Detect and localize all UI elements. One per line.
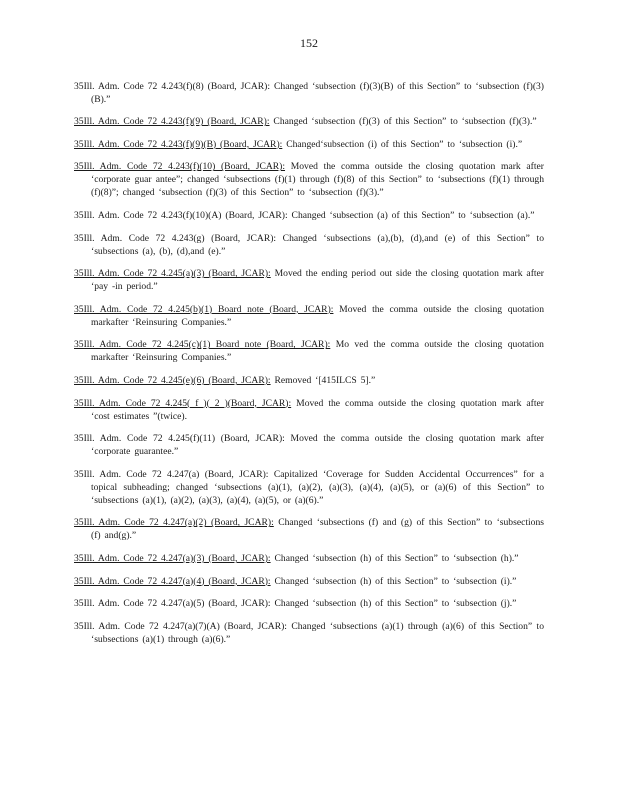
entry-text: Changed ‘subsection (f)(3)(B) of this Section” to ‘subsection (f)(3)(B).” <box>91 80 544 105</box>
entry-citation: 35Ill. Adm. Code 72 4.245( f )( 2 )(Board, JCAR): <box>74 397 292 409</box>
entry-citation: 35Ill. Adm. Code 72 4.245(c)(1) Board note (Board, JCAR): <box>74 339 331 351</box>
entry-text: Changed ‘subsection (f)(3) of this Section” to ‘subsection (f)(3).” <box>269 116 537 128</box>
entry-text: Changed‘subsection (i) of this Section” to ‘subsection (i).” <box>282 138 523 150</box>
entry-citation: 35Ill. Adm. Code 72 4.243(f)(8) (Board, JCAR): <box>74 80 271 92</box>
entry-citation: 35Ill. Adm. Code 72 4.245(a)(3) (Board, JCAR): <box>74 268 271 280</box>
entry-text: Removed ‘[415ILCS 5].” <box>270 374 376 386</box>
entry-text: (Board, JCAR): Changed ‘subsections (a)(1) through (a)(6) of this Section” to ‘subsections (a)(1) through (a)(6).” <box>91 620 544 645</box>
errata-entry <box>74 138 544 151</box>
entry-text: (Board, JCAR): Changed ‘subsection (a) of this Section” to ‘subsection (a).” <box>221 209 535 221</box>
entry-citation: 35Ill. Adm. Code 72 4.247(a)(5) (Board, JCAR): <box>74 598 271 610</box>
errata-entry <box>74 516 544 542</box>
errata-entry <box>74 597 544 610</box>
entry-text: Moved the comma outside the closing quotation mark after ‘cost estimates ”(twice). <box>91 397 544 422</box>
errata-entry <box>74 432 544 458</box>
entry-text: Changed ‘subsection (h) of this Section” to ‘subsection (j).” <box>270 598 517 610</box>
entry-text: Mo ved the comma outside the closing quotation markafter ‘Reinsuring Companies.” <box>91 339 544 364</box>
entry-citation: 35Ill. Adm. Code 72 4.247(a)(3) (Board, JCAR): <box>74 552 271 564</box>
page-number: 152 <box>300 36 318 50</box>
entry-citation: 35Ill. Adm. Code 72 4.247(a)(4) (Board, JCAR): <box>74 575 271 587</box>
errata-entry <box>74 115 544 128</box>
errata-list <box>74 70 544 654</box>
entry-text: Moved the ending period out side the closing quotation mark after ‘pay -in period.” <box>91 268 545 293</box>
entry-citation: 35Ill. Adm. Code 72 4.243(f)(9)(B) (Board, JCAR): <box>74 138 283 150</box>
entry-text: Changed ‘subsection (h) of this Section” to ‘subsection (h).” <box>270 552 519 564</box>
entry-citation: 35Ill. Adm. Code 72 4.245(b)(1) Board note (Board, JCAR): <box>74 303 334 315</box>
entry-citation: 35Ill. Adm. Code 72 4.247(a) (Board, JCAR): <box>74 468 269 480</box>
entry-text: Changed ‘subsections (f) and (g) of this Section” to ‘subsections (f) and(g).” <box>91 517 545 542</box>
errata-entry <box>74 552 544 565</box>
entry-text: Moved the comma outside the closing quotation mark after ‘corporate guarantee.” <box>91 433 544 458</box>
entry-citation: 35Ill. Adm. Code 72 4.247(a)(2) (Board, JCAR): <box>74 517 274 529</box>
entry-citation: 35Ill. Adm. Code 72 4.243(f)(10)(A) <box>74 209 222 221</box>
errata-entry <box>74 160 544 199</box>
errata-entry <box>74 232 544 258</box>
entry-citation: 35Ill. Adm. Code 72 4.243(f)(9) (Board, JCAR): <box>74 116 270 128</box>
entry-citation: 35Ill. Adm. Code 72 4.243(f)(10) (Board, JCAR): <box>74 161 286 173</box>
entry-citation: 35Ill. Adm. Code 72 4.245(e)(6) (Board, JCAR): <box>74 374 271 386</box>
entry-text: Changed ‘subsections (a),(b), (d),and (e) of this Section” to ‘subsections (a), (b), (d),and (e).” <box>91 232 544 257</box>
errata-entry <box>74 303 544 329</box>
errata-entry <box>74 267 544 293</box>
entry-text: Moved the comma outside the closing quotation markafter ‘Reinsuring Companies.” <box>91 303 545 328</box>
errata-entry <box>74 397 544 423</box>
errata-entry <box>74 80 544 106</box>
errata-entry <box>74 575 544 588</box>
errata-entry <box>74 374 544 387</box>
entry-citation: 35Ill. Adm. Code 72 4.245(f)(11) (Board, JCAR): <box>74 433 285 445</box>
entry-citation: 35Ill. Adm. Code 72 4.247(a)(7)(A) <box>74 620 220 632</box>
entry-text: Moved the comma outside the closing quotation mark after ‘corporate guar antee”; changed ‘subsections (f)(1) through (f)(8) of this Section” to ‘subsections (f)(1) through (f)(8)”; changed ‘subsection (f)(3) of this Section” to ‘subsection (f)(3).” <box>91 161 544 199</box>
errata-entry <box>74 338 544 364</box>
entry-text: Changed ‘subsection (h) of this Section” to ‘subsection (i).” <box>270 575 517 587</box>
errata-entry <box>74 620 544 646</box>
errata-entry <box>74 468 544 507</box>
errata-entry <box>74 209 544 222</box>
entry-text: Capitalized ‘Coverage for Sudden Accidental Occurrences” for a topical subheading; changed ‘subsections (a)(1), (a)(2), (a)(3), (a)(4), (a)(5), or (a)(6) of this Section” to ‘subsections (a)(1), (a)(2), (a)(3), (a)(4), (a)(5), or (a)(6).” <box>91 468 544 506</box>
entry-citation: 35Ill. Adm. Code 72 4.243(g) (Board, JCAR): <box>74 232 277 244</box>
